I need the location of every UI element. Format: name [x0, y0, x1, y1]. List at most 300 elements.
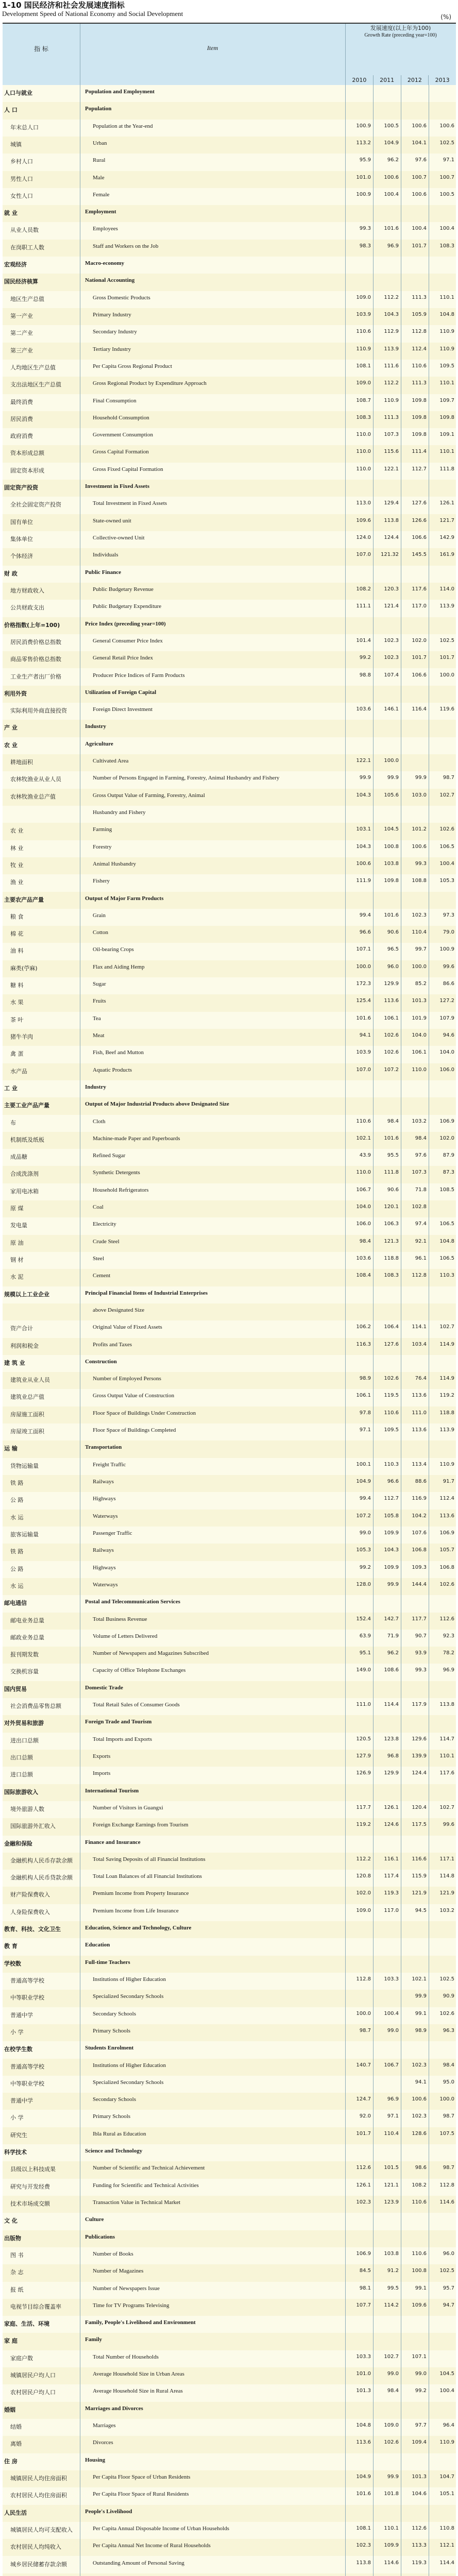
cell-value: 99.3 [415, 1667, 427, 1673]
row-label-en: Output of Major Industrial Products above Designated Size [85, 1101, 229, 1108]
row-label-en: Gross Domestic Products [93, 294, 150, 301]
table-row [3, 1767, 456, 1784]
row-label-zh: 集体单位 [10, 536, 33, 543]
table-row [3, 634, 456, 651]
row-label-zh: 支出法地区生产总值 [10, 381, 61, 388]
row-label-zh: 建筑业从业人员 [10, 1377, 50, 1384]
cell-value: 104.3 [384, 1547, 399, 1553]
row-label-en: Specialized Secondary Schools [93, 1993, 164, 2000]
cell-value: 106.7 [384, 2062, 399, 2068]
cell-value: 117.6 [439, 1770, 454, 1776]
cell-value: 102.6 [439, 2010, 454, 2016]
row-label-zh: 结婚 [10, 2424, 22, 2431]
cell-value: 102.3 [384, 637, 399, 643]
cell-value: 122.1 [384, 466, 399, 472]
row-label-en: Tea [93, 1015, 101, 1022]
row-label-en: Gross Output Value of Construction [93, 1393, 175, 1399]
table-row [3, 1080, 456, 1097]
row-label-zh: 居民消费 [10, 415, 33, 422]
cell-value: 110.6 [412, 2199, 427, 2206]
cell-value: 102.1 [412, 1976, 427, 1982]
row-label-en: Population [85, 106, 112, 112]
row-label-zh: 资产合计 [10, 1325, 33, 1332]
row-label-en: Number of Persons Engaged in Farming, Forestry, Animal Husbandry and Fishery [93, 775, 280, 782]
table-row [3, 1320, 456, 1337]
cell-value: 161.9 [439, 552, 454, 558]
cell-value: 99.0 [387, 2371, 399, 2377]
table-title-zh: 1-10 国民经济和社会发展速度指标 [2, 1, 125, 10]
cell-value: 140.7 [356, 2062, 371, 2068]
cell-value: 103.8 [384, 860, 399, 867]
row-label-zh: 邮电业务总量 [10, 1617, 44, 1624]
cell-value: 117.7 [412, 1616, 427, 1622]
table-row [3, 1406, 456, 1423]
table-row [3, 1784, 456, 1801]
table-row [3, 1149, 456, 1166]
cell-value: 112.7 [384, 1496, 399, 1502]
row-label-en: Education, Science and Technology, Culture [85, 1925, 192, 1931]
cell-value: 110.9 [384, 397, 399, 403]
cell-value: 98.4 [387, 2388, 399, 2394]
row-label-en: Producer Price Indices of Farm Products [93, 672, 185, 679]
cell-value: 129.4 [384, 500, 399, 506]
cell-value: 94.1 [415, 2079, 427, 2085]
row-label-zh: 水 泥 [10, 1274, 24, 1281]
row-label-zh: 农林牧渔业从业人员 [10, 776, 61, 783]
row-label-zh: 合成洗涤剂 [10, 1171, 39, 1178]
table-row [3, 2196, 456, 2213]
cell-value: 96.6 [387, 1479, 399, 1485]
row-label-en: Government Consumption [93, 432, 154, 438]
table-row [3, 2539, 456, 2556]
table-row [3, 343, 456, 360]
cell-value: 109.1 [439, 432, 454, 438]
table-row [3, 1681, 456, 1698]
row-label-zh: 第二产业 [10, 330, 33, 337]
row-label-zh: 人身险保费收入 [10, 1908, 50, 1916]
table-row [3, 1544, 456, 1561]
cell-value: 100.9 [356, 123, 371, 129]
cell-value: 119.3 [412, 2560, 427, 2566]
row-label-en: Population at the Year-end [93, 123, 153, 129]
row-label-zh: 国内贸易 [4, 1685, 27, 1692]
row-label-en: Total Saving Deposits of all Financial Institutions [93, 1856, 206, 1862]
row-label-zh: 水 运 [10, 1582, 24, 1589]
row-label-en: Collective-owned Unit [93, 535, 145, 541]
cell-value: 111.3 [412, 380, 427, 386]
cell-value: 98.7 [443, 2165, 454, 2171]
cell-value: 102.5 [439, 140, 454, 146]
row-label-zh: 国际旅游收入 [4, 1788, 38, 1795]
row-label-en: Waterways [93, 1581, 118, 1588]
cell-value: 119.5 [384, 1393, 399, 1399]
cell-value: 108.3 [384, 1273, 399, 1279]
table-row [3, 1217, 456, 1234]
table-row [3, 1440, 456, 1458]
cell-value: 106.5 [439, 843, 454, 850]
cell-value: 102.0 [439, 1135, 454, 1141]
row-label-zh: 邮政业务总量 [10, 1634, 44, 1641]
row-label-zh: 茶 叶 [10, 1016, 24, 1023]
cell-value: 98.6 [415, 2165, 427, 2171]
table-row [3, 1132, 456, 1149]
row-label-en: Freight Traffic [93, 1461, 126, 1468]
row-label-en: Flax and Aiding Hemp [93, 963, 145, 970]
row-label-en: Railways [93, 1479, 114, 1485]
cell-value: 98.7 [443, 775, 454, 781]
table-row [3, 548, 456, 565]
cell-value: 105.3 [356, 1547, 371, 1553]
table-row [3, 960, 456, 977]
cell-value: 100.7 [412, 174, 427, 180]
table-row [3, 1698, 456, 1715]
row-label-zh: 运 输 [4, 1445, 18, 1452]
cell-value: 103.9 [356, 1049, 371, 1056]
row-label-en: Urban [93, 140, 107, 146]
row-label-en: Passenger Traffic [93, 1530, 132, 1536]
row-label-zh: 公 路 [10, 1497, 24, 1504]
header-year: 2012 [401, 75, 429, 85]
cell-value: 108.2 [412, 2182, 427, 2188]
table-row [3, 480, 456, 497]
table-row [3, 583, 456, 600]
cell-value: 94.6 [443, 1032, 454, 1038]
table-row [3, 463, 456, 480]
row-label-en: Postal and Telecommunication Services [85, 1599, 180, 1605]
cell-value: 99.5 [387, 2285, 399, 2291]
table-row [3, 137, 456, 154]
cell-value: 102.0 [356, 1890, 371, 1896]
row-label-en: Premium Income from Property Insurance [93, 1890, 189, 1897]
row-label-en: Coal [93, 1204, 104, 1211]
row-label-zh: 政府消费 [10, 433, 33, 440]
table-row [3, 1012, 456, 1029]
table-row [3, 1097, 456, 1114]
table-row [3, 1063, 456, 1080]
row-label-zh: 男性人口 [10, 175, 33, 182]
cell-value: 106.9 [439, 1118, 454, 1124]
row-label-en: Industry [85, 1083, 106, 1090]
cell-value: 99.3 [415, 860, 427, 867]
cell-value: 110.4 [412, 929, 427, 936]
table-row [3, 291, 456, 308]
cell-value: 121.7 [439, 517, 454, 523]
row-label-en: Foreign Trade and Tourism [85, 1719, 152, 1725]
cell-value: 110.0 [356, 432, 371, 438]
cell-value: 99.0 [387, 2027, 399, 2033]
row-label-zh: 农 业 [4, 741, 18, 749]
cell-value: 113.8 [439, 1702, 454, 1708]
cell-value: 102.6 [384, 1032, 399, 1038]
cell-value: 109.9 [384, 1530, 399, 1536]
cell-value: 91.2 [387, 2268, 399, 2274]
unit-label: (%) [440, 13, 451, 21]
table-row [3, 2436, 456, 2453]
row-label-en: Gross Capital Formation [93, 449, 149, 455]
cell-value: 98.8 [359, 672, 371, 678]
table-row [3, 2453, 456, 2470]
cell-value: 100.0 [384, 758, 399, 764]
row-label-en: Household Consumption [93, 414, 149, 421]
cell-value: 114.2 [384, 2302, 399, 2308]
row-label-zh: 报 纸 [10, 2286, 24, 2293]
cell-value: 99.4 [359, 1496, 371, 1502]
row-label-zh: 居民消费价格总指数 [10, 638, 61, 646]
cell-value: 128.0 [356, 1581, 371, 1587]
row-label-zh: 住 房 [4, 2458, 18, 2465]
row-label-en: Meat [93, 1032, 105, 1039]
cell-value: 107.7 [356, 2302, 371, 2308]
row-label-zh: 农林牧渔业总产值 [10, 793, 56, 800]
row-label-zh: 主要农产品产量 [4, 896, 44, 903]
row-label-en: Family, People's Livelihood and Environment [85, 2319, 196, 2326]
row-label-en: Gross Regional Product by Expenditure Approach [93, 380, 207, 387]
row-label-zh: 全社会固定资产投资 [10, 501, 61, 509]
table-row [3, 1973, 456, 1990]
cell-value: 108.3 [356, 414, 371, 420]
cell-value: 106.6 [412, 672, 427, 678]
cell-value: 99.2 [359, 655, 371, 661]
cell-value: 104.0 [356, 1204, 371, 1210]
row-label-en: Per Capita Gross Regional Product [93, 363, 172, 369]
table-row [3, 1904, 456, 1921]
row-label-zh: 旅客运输量 [10, 1531, 39, 1538]
cell-value: 111.6 [384, 363, 399, 369]
cell-value: 120.3 [384, 586, 399, 592]
row-label-en: Marriages [93, 2422, 116, 2429]
table-row [3, 2419, 456, 2436]
row-label-zh: 县级以上科技成果 [10, 2166, 56, 2173]
row-label-en: Refined Sugar [93, 1153, 126, 1159]
cell-value: 92.1 [415, 1238, 427, 1244]
cell-value: 78.2 [443, 1650, 454, 1656]
cell-value: 102.1 [356, 1135, 371, 1141]
table-row [3, 2556, 456, 2573]
table-row [3, 1235, 456, 1252]
row-label-en: Output of Major Farm Products [85, 895, 164, 902]
cell-value: 98.4 [359, 1238, 371, 1244]
row-label-en: Number of Newspapers Issue [93, 2285, 160, 2292]
cell-value: 126.1 [439, 500, 454, 506]
row-label-zh: 渔 业 [10, 879, 24, 886]
row-label-zh: 就 业 [4, 210, 18, 217]
cell-value: 106.4 [384, 1324, 399, 1330]
cell-value: 111.8 [439, 466, 454, 472]
table-row [3, 926, 456, 943]
cell-value: 86.6 [443, 981, 454, 987]
cell-value: 113.9 [439, 603, 454, 609]
table-row [3, 1595, 456, 1612]
cell-value: 79.0 [443, 929, 454, 936]
cell-value: 127.2 [439, 998, 454, 1004]
cell-value: 103.4 [412, 1341, 427, 1347]
row-label-en: Macro-economy [85, 260, 125, 267]
cell-value: 90.6 [387, 1187, 399, 1193]
cell-value: 118.8 [384, 1256, 399, 1262]
cell-value: 110.1 [439, 294, 454, 300]
cell-value: 105.7 [439, 1547, 454, 1553]
cell-value: 121.9 [439, 1890, 454, 1896]
cell-value: 109.5 [384, 1427, 399, 1433]
header-growth-en: Growth Rate (preceding year=100) [364, 32, 437, 38]
table-row [3, 1853, 456, 1870]
row-label-en: Per Capita Floor Space of Rural Residents [93, 2491, 189, 2498]
cell-value: 98.4 [415, 1135, 427, 1141]
row-label-zh: 在校学生数 [4, 2046, 32, 2053]
cell-value: 106.1 [384, 1015, 399, 1021]
cell-value: 110.1 [439, 1753, 454, 1759]
row-label-zh: 从业人员数 [10, 227, 39, 234]
row-label-en: Funding for Scientific and Technical Activities [93, 2182, 199, 2189]
row-label-zh: 社会消费品零售总额 [10, 1703, 61, 1710]
cell-value: 107.9 [439, 1015, 454, 1021]
cell-value: 102.3 [412, 2062, 427, 2068]
table-row [3, 1492, 456, 1509]
row-label-en: Culture [85, 2216, 104, 2223]
row-label-zh: 农村居民人均住房面积 [10, 2492, 67, 2499]
cell-value: 102.6 [384, 2439, 399, 2446]
row-label-zh: 乡村人口 [10, 158, 33, 165]
row-label-en: Housing [85, 2456, 106, 2463]
row-label-zh: 商品零售价格总指数 [10, 656, 61, 663]
row-label-en: Domestic Trade [85, 1684, 123, 1691]
row-label-zh: 牧 业 [10, 861, 24, 869]
row-label-zh: 价格指数(上年=100) [4, 621, 60, 629]
cell-value: 100.4 [439, 860, 454, 867]
cell-value: 121.4 [384, 603, 399, 609]
cell-value: 129.9 [384, 1770, 399, 1776]
cell-value: 97.7 [415, 2422, 427, 2429]
cell-value: 120.4 [412, 1804, 427, 1810]
cell-value: 123.9 [384, 2199, 399, 2206]
row-label-zh: 铁 路 [10, 1480, 24, 1487]
table-row [3, 85, 456, 102]
row-label-en: Total Loan Balances of all Financial Institutions [93, 1873, 202, 1880]
cell-value: 112.8 [412, 1273, 427, 1279]
cell-value: 96.0 [387, 963, 399, 970]
cell-value: 105.1 [439, 2491, 454, 2497]
row-label-zh: 房屋施工面积 [10, 1411, 44, 1418]
cell-value: 101.7 [439, 655, 454, 661]
cell-value: 103.0 [412, 792, 427, 798]
table-row [3, 1664, 456, 1681]
row-label-en: Total Business Revenue [93, 1616, 147, 1622]
row-label-zh: 中等职业学校 [10, 1994, 44, 2002]
cell-value: 125.4 [356, 998, 371, 1004]
cell-value: 100.0 [356, 963, 371, 970]
table-row [3, 2264, 456, 2281]
row-label-en: Utilization of Foreign Capital [85, 689, 157, 696]
row-label-zh: 农村居民户均人口 [10, 2389, 56, 2396]
row-label-zh: 金融和保险 [4, 1840, 32, 1847]
cell-value: 104.1 [412, 140, 427, 146]
row-label-zh: 最终消费 [10, 398, 33, 405]
cell-value: 114.9 [439, 1341, 454, 1347]
row-label-en: Railways [93, 1547, 114, 1554]
cell-value: 108.3 [439, 243, 454, 249]
cell-value: 99.7 [415, 946, 427, 953]
cell-value: 109.8 [412, 432, 427, 438]
row-label-en: Per Capita Floor Space of Urban Residents [93, 2473, 191, 2480]
cell-value: 127.9 [356, 1753, 371, 1759]
row-label-zh: 家用电冰箱 [10, 1188, 39, 1195]
cell-value: 112.9 [384, 329, 399, 335]
cell-value: 121.1 [384, 2182, 399, 2188]
row-label-en: Capacity of Office Telephone Exchanges [93, 1667, 186, 1674]
table-row [3, 566, 456, 583]
table-row [3, 445, 456, 462]
cell-value: 101.7 [356, 2130, 371, 2137]
row-label-en: Highways [93, 1564, 116, 1571]
cell-value: 113.9 [384, 346, 399, 352]
cell-value: 99.9 [415, 1993, 427, 1999]
cell-value: 104.3 [356, 843, 371, 850]
table-row [3, 857, 456, 874]
row-label-en: Electricity [93, 1221, 116, 1228]
row-label-en: Transportation [85, 1444, 122, 1451]
table-row [3, 669, 456, 686]
table-row [3, 977, 456, 994]
row-label-en: Individuals [93, 552, 118, 558]
row-label-en: Number of Newspapers and Magazines Subscribed [93, 1650, 209, 1657]
cell-value: 90.6 [387, 929, 399, 936]
cell-value: 114.6 [384, 2560, 399, 2566]
table-row [3, 1715, 456, 1732]
cell-value: 127.6 [384, 1341, 399, 1347]
cell-value: 123.8 [384, 1736, 399, 1742]
cell-value: 93.9 [415, 1650, 427, 1656]
row-label-zh: 中等职业学校 [10, 2080, 44, 2087]
table-row [3, 2024, 456, 2041]
cell-value: 120.1 [384, 1204, 399, 1210]
cell-value: 121.3 [384, 1238, 399, 1244]
cell-value: 100.6 [412, 2096, 427, 2103]
cell-value: 146.1 [384, 706, 399, 713]
row-label-zh: 工 业 [4, 1084, 18, 1092]
row-label-zh: 电视节目综合覆盖率 [10, 2303, 61, 2310]
cell-value: 142.7 [384, 1616, 399, 1622]
table-body [3, 85, 456, 2576]
cell-value: 97.6 [415, 1153, 427, 1159]
table-row [3, 1647, 456, 1664]
table-row [3, 377, 456, 394]
cell-value: 101.8 [384, 2491, 399, 2497]
cell-value: 99.6 [443, 1822, 454, 1828]
cell-value: 100.7 [439, 174, 454, 180]
row-label-zh: 利润和税金 [10, 1342, 39, 1349]
table-row [3, 394, 456, 411]
table-header [3, 24, 456, 86]
cell-value: 99.9 [387, 775, 399, 781]
cell-value: 121.32 [381, 552, 399, 558]
table-row [3, 1355, 456, 1372]
cell-value: 95.5 [387, 1153, 399, 1159]
row-label-zh: 教育、科技、文化卫生 [4, 1926, 61, 1933]
table-row [3, 2059, 456, 2076]
cell-value: 103.3 [356, 2353, 371, 2360]
cell-value: 106.1 [356, 1393, 371, 1399]
row-label-en: Aquatic Products [93, 1066, 132, 1073]
cell-value: 112.8 [439, 2182, 454, 2188]
cell-value: 100.4 [439, 2388, 454, 2394]
row-label-zh: 学校数 [4, 1960, 21, 1967]
row-label-zh: 水 果 [10, 999, 24, 1006]
row-label-zh: 家庭户数 [10, 2354, 33, 2362]
cell-value: 103.6 [356, 706, 371, 713]
cell-value: 108.6 [384, 1667, 399, 1673]
cell-value: 101.7 [412, 655, 427, 661]
cell-value: 114.6 [439, 2199, 454, 2206]
